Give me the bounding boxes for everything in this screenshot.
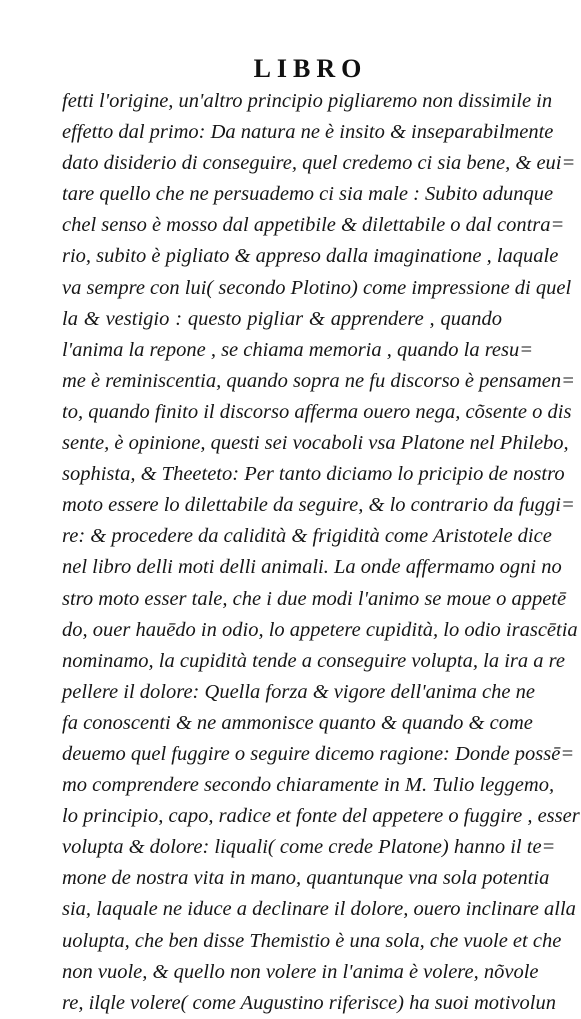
- text-line: fa conoscenti & ne ammonisce quanto & quando & come: [62, 711, 533, 734]
- text-line: fetti l'origine, un'altro principio pigliaremo non dissimile in: [62, 90, 553, 112]
- text-line: uolupta, che ben disse Themistio è una sola, che vuole et che: [62, 929, 562, 952]
- text-line: chel senso è mosso dal appetibile & dilettabile o dal contra=: [62, 214, 565, 237]
- text-line: stro moto esser tale, che i due modi l'animo se moue o appetē: [62, 587, 567, 610]
- text-line: l'anima la repone , se chiama memoria , quando la resu=: [62, 338, 534, 361]
- text-line: sia, laquale ne iduce a declinare il dolore, ouero inclinare alla: [62, 898, 576, 921]
- text-line: volupta & dolore: liquali( come crede Platone) hanno il te=: [62, 836, 556, 859]
- text-line: va sempre con lui( secondo Plotino) come impressione di quel: [62, 276, 572, 299]
- text-line: rio, subito è pigliato & appreso dalla imaginatione , laquale: [62, 245, 559, 268]
- body-text: [62, 86, 580, 1019]
- text-line: pellere il dolore: Quella forza & vigore dell'anima che ne: [62, 680, 535, 703]
- running-head: LIBRO: [253, 54, 368, 83]
- text-line: sente, è opinione, questi sei vocaboli vsa Platone nel Philebo,: [62, 432, 569, 455]
- text-line: re, ilqle volere( come Augustino riferisce) ha suoi motivolun: [62, 991, 556, 1014]
- text-line: tare quello che ne persuademo ci sia male : Subito adunque: [62, 183, 554, 206]
- text-line: moto essere lo dilettabile da seguire, & lo contrario da fuggi=: [62, 494, 575, 517]
- text-line: me è reminiscentia, quando sopra ne fu discorso è pensamen=: [62, 369, 575, 392]
- text-line: do, ouer hauēdo in odio, lo appetere cupidità, lo odio irascētia: [62, 618, 578, 641]
- text-line: non vuole, & quello non volere in l'anima è volere, nõvole: [62, 960, 539, 983]
- text-line: nel libro delli moti delli animali. La onde affermamo ogni no: [62, 556, 562, 579]
- text-line: mo comprendere secondo chiaramente in M. Tulio leggemo,: [62, 774, 555, 797]
- text-line: to, quando finito il discorso afferma ouero nega, cõsente o dis: [62, 400, 572, 423]
- text-line: dato disiderio di conseguire, quel credemo ci sia bene, & eui=: [62, 152, 576, 175]
- text-line: re: & procedere da calidità & frigidità come Aristotele dice: [62, 525, 552, 548]
- text-line: deuemo quel fuggire o seguire dicemo ragione: Donde possē=: [62, 742, 575, 765]
- text-line: mone de nostra vita in mano, quantunque vna sola potentia: [62, 867, 550, 890]
- text-line: lo principio, capo, radice et fonte del appetere o fuggire , esser: [62, 805, 580, 828]
- text-line: la & vestigio : questo pigliar & apprendere , quando: [62, 307, 502, 330]
- text-line: sophista, & Theeteto: Per tanto diciamo lo pricipio de nostro: [62, 463, 565, 486]
- text-line: effetto dal primo: Da natura ne è insito & inseparabilmente: [62, 121, 554, 144]
- text-line: nominamo, la cupidità tende a conseguire volupta, la ira a re: [62, 649, 565, 672]
